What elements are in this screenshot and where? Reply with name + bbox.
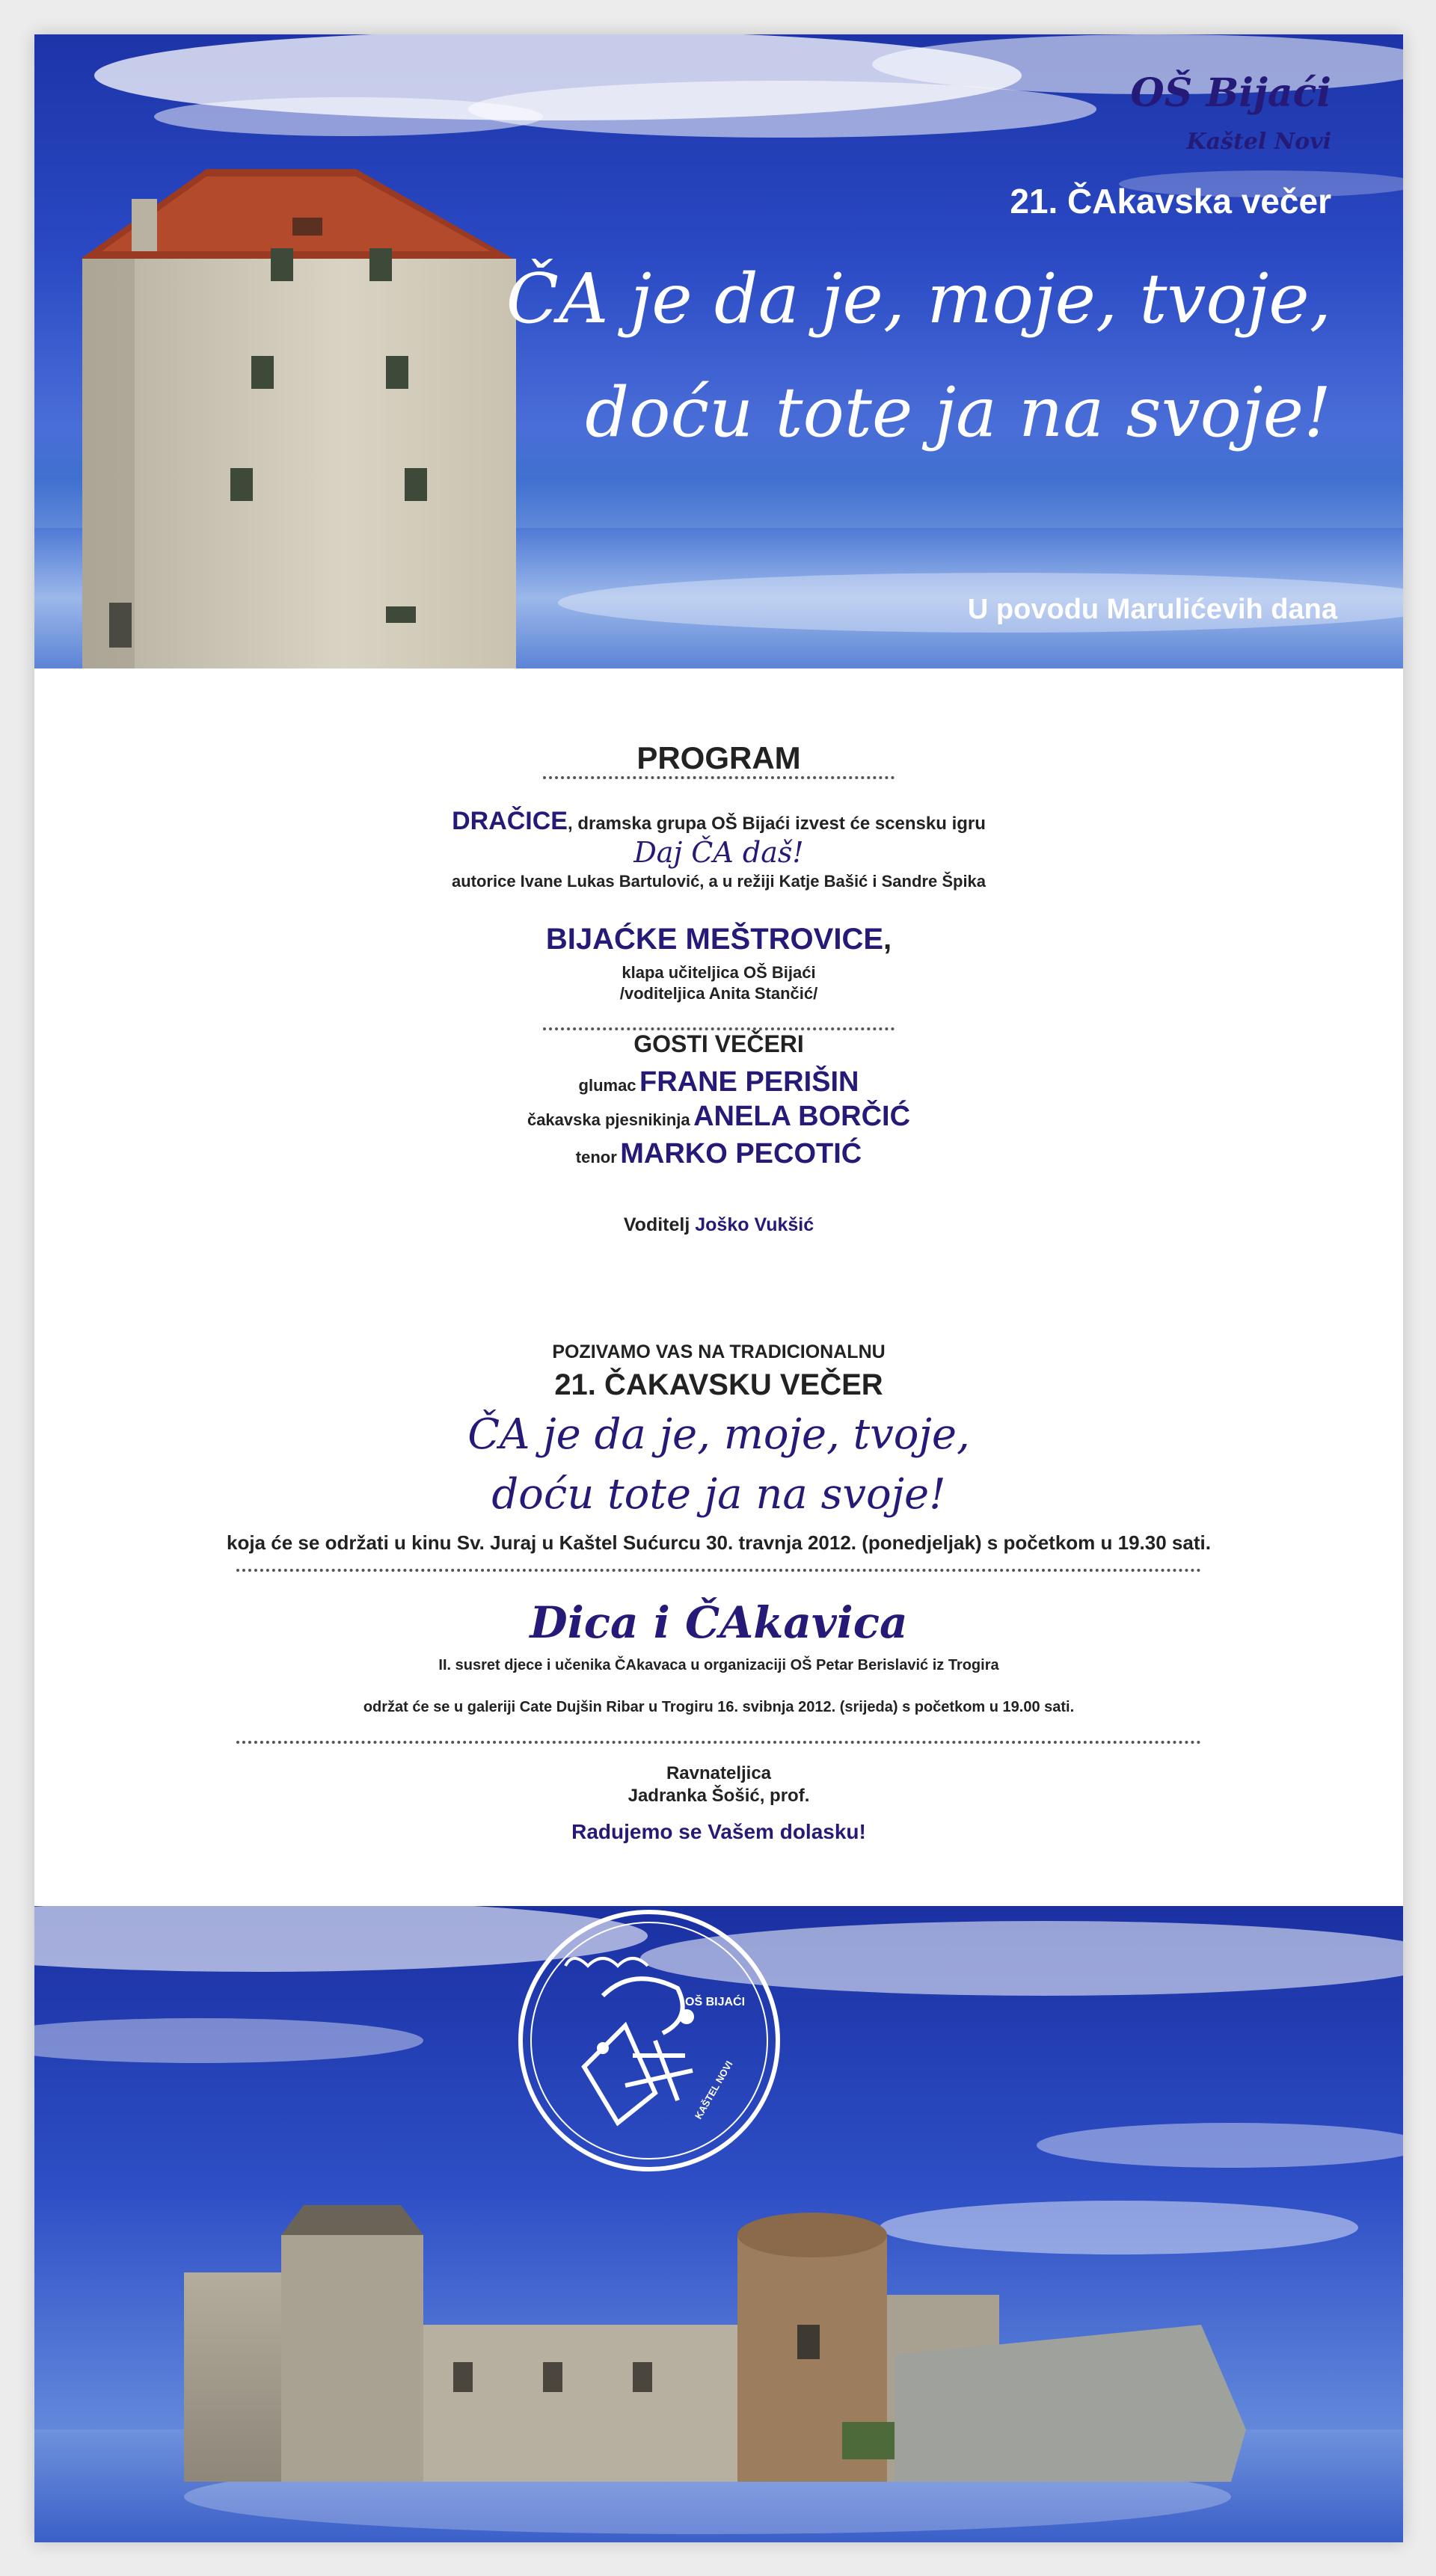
header-banner — [34, 34, 1403, 668]
second-event-details: održat će se u galeriji Cate Dujšin Ribar u Trogiru 16. svibnja 2012. (srijeda) s početkom u 19.00 sati. — [363, 1699, 1075, 1715]
guest-name: ANELA BORČIĆ — [693, 1101, 911, 1132]
guest-row — [34, 1066, 1403, 1098]
school-place: Kaštel Novi — [1186, 129, 1331, 155]
motto-line-2: doću tote ja na svoje! — [585, 372, 1331, 452]
guests-heading: GOSTI VEČERI — [633, 1030, 804, 1057]
event-title: 21. ČAkavska večer — [1010, 182, 1331, 221]
divider — [543, 776, 895, 779]
invitation-motto-1: ČA je da je, moje, tvoje, — [467, 1410, 970, 1459]
occasion-text: U povodu Marulićevih dana — [967, 594, 1337, 625]
invitation-details: koja će se održati u kinu Sv. Juraj u Kaštel Sućurcu 30. travnja 2012. (ponedjeljak) s početkom u 19.30 sati. — [227, 1531, 1211, 1554]
item1-credits: autorice Ivane Lukas Bartulović, a u režiji Katje Bašić i Sandre Špika — [451, 872, 987, 891]
second-event-title: Dica i ČAkavica — [530, 1597, 908, 1648]
guest-role: tenor — [575, 1148, 617, 1166]
host-label: Voditelj — [623, 1214, 690, 1235]
host-name: Joško Vukšić — [695, 1214, 814, 1235]
host-line — [34, 1214, 1403, 1236]
guest-role: čakavska pjesnikinja — [527, 1110, 690, 1129]
item2-name: BIJAĆKE MEŠTROVICE — [545, 923, 884, 956]
footer-banner — [34, 1906, 1403, 2542]
guest-name: MARKO PECOTIĆ — [620, 1138, 862, 1169]
tower-image — [81, 169, 516, 668]
second-event-subtitle: II. susret djece i učenika ČAkavaca u organizaciji OŠ Petar Berislavić iz Trogira — [438, 1657, 999, 1673]
guest-row — [34, 1138, 1403, 1170]
invitation-motto-2: doću tote ja na svoje! — [491, 1470, 946, 1519]
invitation-page — [34, 34, 1403, 2542]
invitation-intro: POZIVAMO VAS NA TRADICIONALNU — [552, 1341, 886, 1362]
item2-desc: klapa učiteljica OŠ Bijaći — [622, 963, 816, 982]
item2-lead: /voditeljica Anita Stančić/ — [619, 984, 818, 1003]
divider — [236, 1741, 1201, 1744]
invitation-title: 21. ČAKAVSKU VEČER — [554, 1368, 883, 1401]
item1-name: DRAČICE — [452, 807, 568, 835]
signature-name: Jadranka Šošić, prof. — [628, 1786, 810, 1806]
motto-line-1: ČA je da je, moje, tvoje, — [506, 259, 1331, 339]
program-heading: PROGRAM — [636, 740, 801, 775]
program-item-1 — [34, 807, 1403, 836]
signature-role: Ravnateljica — [666, 1763, 772, 1783]
logo-text-top: OŠ BIJAĆI — [685, 1996, 746, 2008]
closing-text: Radujemo se Vašem dolasku! — [571, 1820, 866, 1843]
logo-text-side: KAŠTEL NOVI — [693, 2059, 735, 2121]
school-name: OŠ Bijaći — [1130, 70, 1331, 116]
item1-desc: , dramska grupa OŠ Bijaći izvest će scensku igru — [568, 814, 986, 834]
guest-row — [34, 1101, 1403, 1133]
program-item-2 — [34, 923, 1403, 956]
item1-title: Daj ČA daš! — [633, 836, 804, 869]
divider — [236, 1569, 1201, 1572]
guest-role: glumac — [578, 1076, 636, 1095]
guest-name: FRANE PERIŠIN — [639, 1066, 859, 1098]
item2-comma: , — [883, 923, 892, 956]
